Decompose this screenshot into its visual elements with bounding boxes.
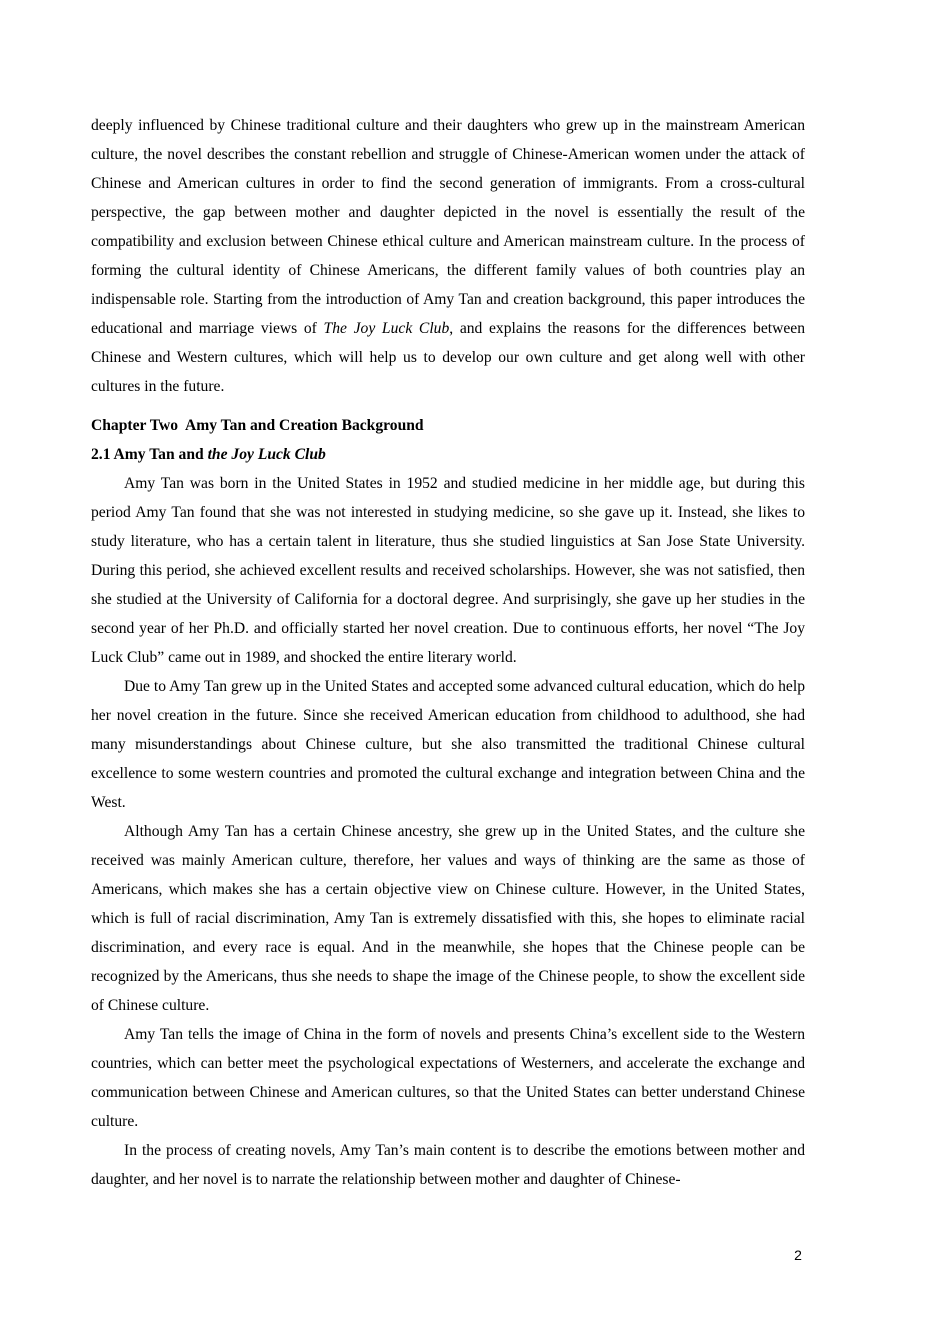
- intro-text-part-1: deeply influenced by Chinese traditional culture and their daughters who grew up in the mainstream American culture, the novel describes the constant rebellion and struggle of Chinese-American women under the attack of Chinese and American cultures in order to find the second generation of immigrants. From a cross-cultural perspective, the gap between mother and daughter depicted in the novel is essentially the result of the compatibility and exclusion between Chinese ethical culture and American mainstream culture. In the process of forming the cultural identity of Chinese Americans, the different family values of both countries play an indispensable role. Starting from the introduction of Amy Tan and creation background, this paper introduces the educational and marriage views of: [91, 117, 805, 337]
- section-heading: [91, 440, 805, 469]
- section-heading-title: the Joy Luck Club: [207, 446, 326, 463]
- body-paragraph-1: Amy Tan was born in the United States in 1952 and studied medicine in her middle age, but during this period Amy Tan found that she was not interested in studying medicine, so she gave up it. Instead, she likes to study literature, who has a certain talent in literature, thus she studied linguistics at San Jose State University. During this period, she achieved excellent results and received scholarships. However, she was not satisfied, then she studied at the University of California for a doctoral degree. And surprisingly, she gave up her studies in the second year of her Ph.D. and officially started her novel creation. Due to continuous efforts, her novel “The Joy Luck Club” came out in 1989, and shocked the entire literary world.: [91, 475, 805, 666]
- page-number: 2: [794, 1247, 802, 1263]
- section-heading-prefix: 2.1 Amy Tan and: [91, 446, 208, 463]
- body-paragraph-4: Amy Tan tells the image of China in the form of novels and presents China’s excellent side to the Western countries, which can better meet the psychological expectations of Westerners, and accelerate the exchange and communication between Chinese and American cultures, so that the United States can better understand Chinese culture.: [91, 1026, 805, 1130]
- chapter-heading: Chapter Two Amy Tan and Creation Background: [91, 417, 424, 434]
- body-paragraph-3: Although Amy Tan has a certain Chinese ancestry, she grew up in the United States, and the culture she received was mainly American culture, therefore, her values and ways of thinking are the same as those of Americans, which makes she has a certain objective view on Chinese culture. However, in the United States, which is full of racial discrimination, Amy Tan is extremely dissatisfied with this, she hopes to eliminate racial discrimination, and every race is equal. And in the meanwhile, she hopes that the Chinese people can be recognized by the Americans, thus she needs to shape the image of the Chinese people, to show the excellent side of Chinese culture.: [91, 823, 805, 1014]
- page-body: [91, 111, 805, 1194]
- intro-text-part-2: , and explains the reasons for the differences between Chinese and Western cultures, which will help us to develop our own culture and get along well with other cultures in the future.: [91, 320, 806, 395]
- novel-title: The Joy Luck Club: [323, 320, 450, 337]
- body-paragraph-5: In the process of creating novels, Amy Tan’s main content is to describe the emotions between mother and daughter, and her novel is to narrate the relationship between mother and daughter of Chinese-: [91, 1142, 805, 1188]
- intro-paragraph: [91, 111, 805, 401]
- body-paragraph-2: Due to Amy Tan grew up in the United States and accepted some advanced cultural education, which do help her novel creation in the future. Since she received American education from childhood to adulthood, she had many misunderstandings about Chinese culture, but she also transmitted the traditional Chinese cultural excellence to some western countries and promoted the cultural exchange and integration between China and the West.: [91, 678, 805, 811]
